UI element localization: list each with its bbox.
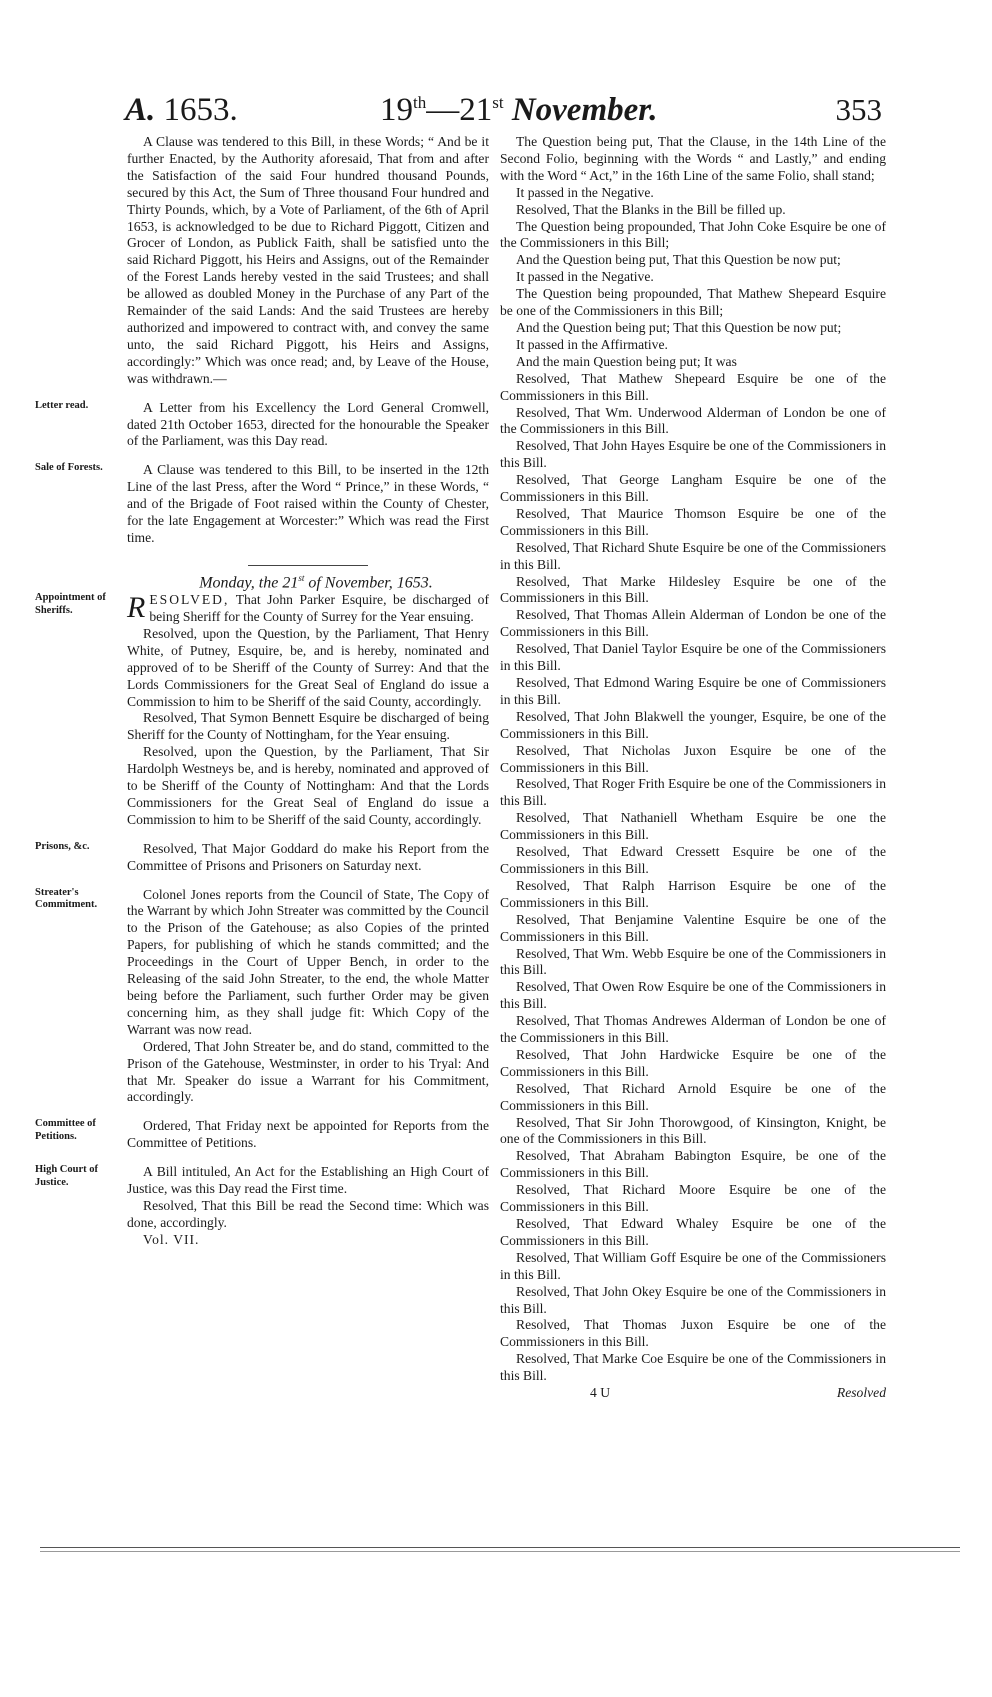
right-paragraph-2: It passed in the Negative. (516, 184, 654, 200)
catchword: Resolved (836, 1385, 886, 1401)
prisons-text: Resolved, That Major Goddard do make his Report from the Committee of Prisons and Prisoners on Saturday next. (127, 840, 489, 873)
resolution-item: Resolved, That Richard Moore Esquire be one of the Commissioners in this Bill. (500, 1182, 886, 1215)
resolution-item: Resolved, That Wm. Webb Esquire be one of the Commissioners in this Bill. (500, 945, 886, 978)
streater-paragraph-2: Ordered, That John Streater be, and do stand, committed to the Prison of the Gatehouse, Westminster, in order to his Tryal: And that Mr. Speaker do issue a Warrant for his Commitment, accordingly. (127, 1038, 489, 1105)
right-paragraph-7: The Question being propounded, That Mathew Shepeard Esquire be one of the Commissioners in this Bill; (500, 286, 886, 319)
streater-text-1: Colonel Jones reports from the Council of State, The Copy of the Warrant by which John Streater was committed by the Council to the Prison of the Gatehouse; as also Copies of the printed Papers, for publishing of which he stands committed; and the Proceedings in the Court of Upper Bench, in order to the Releasing of the said John Streater, to the end, the whole Matter being before the Parliament, such further Order may be given concerning him, as they shall judge fit: Which Copy of the Warrant was now read. (127, 886, 489, 1037)
day-heading-a: Monday, the 21 (199, 574, 299, 592)
date-start-suffix: th (413, 93, 427, 112)
sheriffs-paragraph-2: Resolved, upon the Question, by the Parliament, That Henry White, of Putney, Esquire, be, and is hereby, nominated and approved of to be Sheriff of the County of Surrey: And that the Lords Commissioners for the Great Seal of England do issue a Commission to him to be Sheriff of the said County, accordingly. (127, 625, 489, 709)
margin-note-petitions: Committee of Petitions. (35, 1118, 96, 1142)
letter-text: A Letter from his Excellency the Lord General Cromwell, dated 21th October 1653, directed for the honourable the Speaker of the Parliament, was this Day read. (127, 399, 489, 449)
right-paragraph-10: And the main Question being put; It was (516, 353, 737, 369)
page-footer (500, 1385, 886, 1402)
resolutions-list (500, 371, 886, 1385)
clause-paragraph: A Clause was tendered to this Bill, in these Words; “ And be it further Enacted, by the Authority aforesaid, That from and after the Satisfaction of the said Four hundred thousand Pounds, secured by this Act, the Sum of Three thousand Four hundred and Thirty Pounds, which, by a Vote of Parliament, of the 6th of April 1653, is acknowledged to be due to Richard Piggott, Citizen and Grocer of London, as Publick Faith, shall be satisfied unto the said Richard Piggott, his Heirs and Assigns, out of the Remainder of the Forest Lands hereby vested in the said Trustees; and shall be allowed as doubled Money in the Purchase of any Part of the Remainder of the said Lands: And the said Trustees are hereby authorized and impowered to contract with, and convey the same unto, the said Richard Piggott, his Heirs and Assigns, accordingly:” Which was once read; and, by Leave of the House, was withdrawn.— (127, 134, 489, 386)
page-number: 353 (835, 92, 882, 127)
date-end: 21 (459, 92, 493, 128)
margin-note-sheriffs: Appointment of Sheriffs. (35, 592, 106, 616)
resolution-item: Resolved, That Daniel Taylor Esquire be one of the Commissioners in this Bill. (500, 641, 886, 674)
left-column (35, 134, 489, 1249)
resolution-item: Resolved, That Richard Arnold Esquire be one of the Commissioners in this Bill. (500, 1080, 886, 1113)
resolution-item: Resolved, That Maurice Thomson Esquire be one of the Commissioners in this Bill. (500, 505, 886, 538)
petitions-paragraph (35, 1118, 489, 1152)
right-paragraph-5: And the Question being put, That this Question be now put; (516, 252, 841, 268)
sheriffs-paragraph-3: Resolved, That Symon Bennett Esquire be discharged of being Sheriff for the County of Nottingham, for the Year ensuing. (127, 710, 489, 743)
right-paragraph-3: Resolved, That the Blanks in the Bill be filled up. (516, 201, 786, 217)
forests-paragraph (35, 462, 489, 547)
forests-text: A Clause was tendered to this Bill, to be inserted in the 12th Line of the last Press, after the Word “ Prince,” in these Words, “ and of the Brigade of Foot raised within the County of Chester, for the late Engagement at Worcester:” Which was read the First time. (127, 462, 489, 545)
bottom-rule (40, 1547, 960, 1548)
right-column (500, 134, 886, 1402)
day-heading (127, 570, 489, 592)
running-head-year-number: 1653. (155, 92, 238, 128)
resolution-item: Resolved, That Marke Coe Esquire be one of the Commissioners in this Bill. (500, 1351, 886, 1384)
resolution-item: Resolved, That George Langham Esquire be one of the Commissioners in this Bill. (500, 472, 886, 505)
resolution-item: Resolved, That Edward Whaley Esquire be one of the Commissioners in this Bill. (500, 1216, 886, 1248)
margin-note-prisons: Prisons, &c. (35, 840, 90, 852)
right-paragraph-8: And the Question being put; That this Question be now put; (516, 319, 842, 335)
resolution-item: Resolved, That Nathaniell Whetham Esquire be one the Commissioners in this Bill. (500, 810, 886, 843)
margin-note-highcourt: High Court of Justice. (35, 1164, 98, 1188)
section-rule (248, 565, 368, 566)
resolution-item: Resolved, That Benjamine Valentine Esquire be one of the Commissioners in this Bill. (500, 911, 886, 944)
resolution-item: Resolved, That Thomas Andrewes Alderman of London be one of the Commissioners in this Bill. (500, 1013, 886, 1046)
resolution-item: Resolved, That Thomas Juxon Esquire be one of the Commissioners in this Bill. (500, 1317, 886, 1350)
resolution-item: Resolved, That John Okey Esquire be one of the Commissioners in this Bill. (500, 1283, 886, 1316)
resolution-item: Resolved, That Owen Row Esquire be one of the Commissioners in this Bill. (500, 979, 886, 1012)
running-head-date (380, 92, 658, 129)
resolution-item: Resolved, That Ralph Harrison Esquire be one of the Commissioners in this Bill. (500, 877, 886, 910)
day-heading-b: of November, 1653. (304, 574, 433, 592)
volume-mark: Vol. VII. (143, 1231, 200, 1247)
resolution-item: Resolved, That Wm. Underwood Alderman of London be one of the Commissioners in this Bill. (500, 404, 886, 437)
resolution-item: Resolved, That Nicholas Juxon Esquire be one of the Commissioners in this Bill. (500, 742, 886, 775)
sheriffs-paragraph-4: Resolved, upon the Question, by the Parliament, That Sir Hardolph Westneys be, and is hereby, nominated and approved of to be Sheriff of the County of Nottingham: And that the Lords Commissioners for the Great Seal of England do issue a Commission to him to be Sheriff of the said County, accordingly. (127, 744, 489, 827)
resolution-item: Resolved, That Thomas Allein Alderman of London be one of the Commissioners in this Bill. (500, 607, 886, 640)
date-end-suffix: st (492, 93, 504, 112)
resolution-item: Resolved, That Edmond Waring Esquire be one of Commissioners in this Bill. (500, 675, 886, 707)
margin-note-forests: Sale of Forests. (35, 462, 103, 474)
resolution-item: Resolved, That Abraham Babington Esquire, be one of the Commissioners in this Bill. (500, 1148, 886, 1181)
resolution-item: Resolved, That Edward Cressett Esquire be one of the Commissioners in this Bill. (500, 844, 886, 876)
resolution-item: Resolved, That John Hardwicke Esquire be one of the Commissioners in this Bill. (500, 1046, 886, 1079)
resolution-item: Resolved, That Mathew Shepeard Esquire be one of the Commissioners in this Bill. (500, 370, 886, 403)
right-paragraph-6: It passed in the Negative. (516, 269, 654, 285)
resolution-item: Resolved, That Sir John Thorowgood, of Kinsington, Knight, be one of the Commissioners in this Bill. (500, 1114, 886, 1147)
drop-cap: R (127, 591, 146, 625)
day-heading-sup: st (298, 572, 305, 583)
highcourt-text-1: A Bill intituled, An Act for the Establishing an High Court of Justice, was this Day read the First time. (127, 1164, 489, 1197)
running-head-year (125, 92, 238, 129)
resolution-item: Resolved, That Richard Shute Esquire be one of the Commissioners in this Bill. (500, 539, 886, 572)
sheriffs-first-text: That John Parker Esquire, be discharged of being Sheriff for the County of Surrey for the Year ensuing. (149, 592, 489, 624)
resolution-item: Resolved, That John Blakwell the younger, Esquire, be one of the Commissioners in this Bill. (500, 708, 886, 741)
resolution-item: Resolved, That William Goff Esquire be one of the Commissioners in this Bill. (500, 1249, 886, 1282)
page-header (120, 92, 890, 132)
right-paragraph-1: The Question being put, That the Clause, in the 14th Line of the Second Folio, beginning with the Words “ and Lastly,” and ending with the Word “ Act,” in the 16th Line of the same Folio, shall stand; (500, 134, 886, 183)
resolution-item: Resolved, That Marke Hildesley Esquire be one of the Commissioners in this Bill. (500, 573, 886, 606)
prisons-paragraph (35, 840, 489, 875)
margin-note-streater: Streater's Commitment. (35, 886, 98, 911)
sheriffs-paragraph-1 (35, 591, 489, 626)
date-dash: — (426, 92, 460, 128)
petitions-text: Ordered, That Friday next be appointed for Reports from the Committee of Petitions. (127, 1118, 489, 1151)
letter-paragraph (35, 399, 489, 451)
highcourt-paragraph-1 (35, 1164, 489, 1198)
running-head-a: A. (125, 92, 156, 128)
date-month: November. (503, 92, 658, 128)
margin-note-letter: Letter read. (35, 399, 89, 411)
right-paragraph-9: It passed in the Affirmative. (516, 336, 668, 352)
bottom-rule-secondary (40, 1551, 960, 1552)
resolved-smallcaps: ESOLVED, (149, 592, 230, 608)
date-start: 19 (380, 92, 413, 128)
right-paragraph-4: The Question being propounded, That John Coke Esquire be one of the Commissioners in this Bill; (500, 218, 886, 251)
streater-paragraph-1 (35, 886, 489, 1039)
resolution-item: Resolved, That John Hayes Esquire be one of the Commissioners in this Bill. (500, 438, 886, 471)
signature-mark: 4 U (590, 1385, 611, 1401)
resolution-item: Resolved, That Roger Frith Esquire be one of the Commissioners in this Bill. (500, 776, 886, 809)
highcourt-paragraph-2: Resolved, That this Bill be read the Second time: Which was done, accordingly. (127, 1197, 489, 1230)
